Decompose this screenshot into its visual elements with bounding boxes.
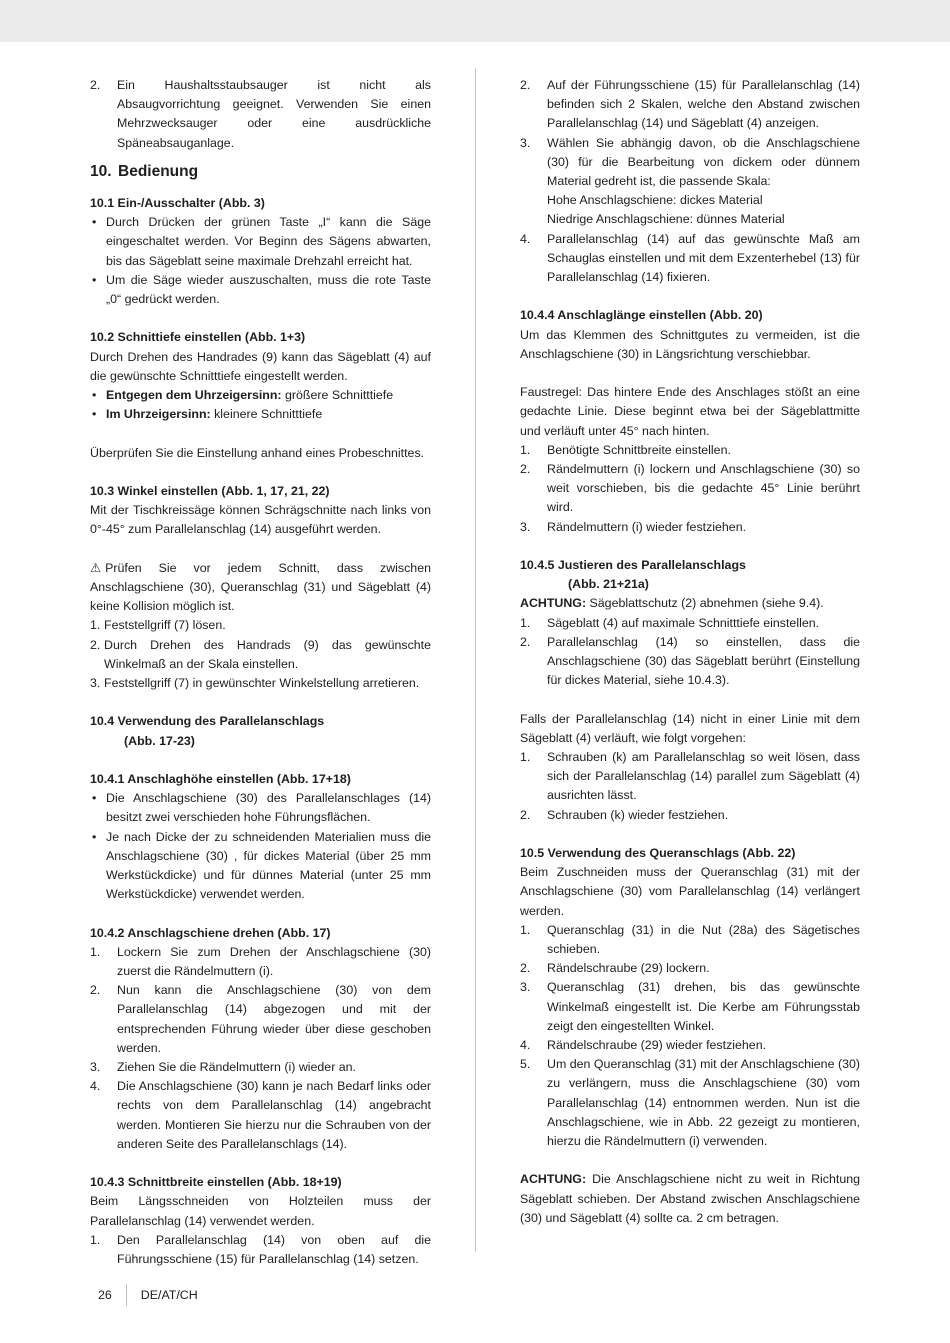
attention-note: ACHTUNG: Sägeblattschutz (2) abnehmen (siehe 9.4). (520, 596, 824, 611)
list-item: 3. Rändelmuttern (i) wieder festziehen. (520, 519, 747, 534)
heading-10-4-5-ref: (Abb. 21+21a) (568, 577, 649, 592)
list-item: 4. Rändelschraube (29) wieder festziehen. (520, 1038, 767, 1053)
heading-10-4-2: 10.4.2 Anschlagschiene drehen (Abb. 17) (90, 925, 331, 940)
paragraph: Beim Zuschneiden muss der Queranschlag (31) mit der Anschlagschiene (30) vom Parallelanschlag (14) verlängert werden. (520, 865, 860, 918)
paragraph: Überprüfen Sie die Einstellung anhand eines Probeschnittes. (90, 445, 425, 460)
paragraph: Falls der Parallelanschlag (14) nicht in einer Linie mit dem Sägeblatt (4) verläuft, wie folgt vorgehen: (520, 711, 860, 745)
list-item: 1. Sägeblatt (4) auf maximale Schnitttiefe einstellen. (520, 615, 820, 630)
heading-10-5: 10.5 Verwendung des Queranschlags (Abb. 22) (520, 846, 796, 861)
list-item: 5. Um den Queranschlag (31) mit der Anschlagschiene (30) zu verlängern, muss die Anschlagschiene (30) vom Parallelanschlag (14) entnommen werden. Nun ist die Anschlagschiene, wie in Abb. 22 gezeigt zu montieren, hierzu die Rändelmuttern (i) verwenden. (520, 1057, 860, 1149)
bullet-item: • Die Anschlagschiene (30) des Parallelanschlages (14) besitzt zwei verschieden hohe Führungsflächen. (92, 791, 431, 825)
paragraph: Durch Drehen des Handrades (9) kann das Sägeblatt (4) auf die gewünschte Schnitttiefe eingestellt werden. (90, 349, 431, 383)
list-item: 1. Feststellgriff (7) lösen. (90, 618, 226, 633)
list-item: 1. Lockern Sie zum Drehen der Anschlagschiene (30) zuerst die Rändelmuttern (i). (90, 944, 431, 979)
paragraph: Beim Längsschneiden von Holzteilen muss der Parallelanschlag (14) verwendet werden. (90, 1194, 431, 1228)
list-item: 2. Auf der Führungsschiene (15) für Parallelanschlag (14) befinden sich 2 Skalen, welche den Abstand zwischen Parallelanschlag (14) und Sägeblatt (4) anzeigen. (520, 78, 860, 131)
bullet-item: • Im Uhrzeigersinn: kleinere Schnitttiefe (92, 407, 323, 422)
list-item: 3. Ziehen Sie die Rändelmuttern (i) wieder an. (90, 1060, 356, 1075)
region-label: DE/AT/CH (140, 1288, 198, 1302)
list-item: 2. Nun kann die Anschlagschiene (30) von dem Parallelanschlag (14) abgezogen und mit der entsprechenden Führung wieder über diese geschoben werden. (90, 983, 431, 1055)
warning-icon: ⚠ (90, 560, 102, 575)
list-item: 1. Benötigte Schnittbreite einstellen. (520, 442, 731, 457)
heading-10-4-4: 10.4.4 Anschlaglänge einstellen (Abb. 20) (520, 308, 763, 323)
list-item: 2. Parallelanschlag (14) so einstellen, dass die Anschlagschiene (30) das Sägeblatt berührt (Einstellung für dickes Material, siehe 10.4.3). (520, 634, 860, 688)
page-footer (98, 1284, 198, 1306)
bullet-item: • Je nach Dicke der zu schneidenden Materialien muss die Anschlagschiene (30) , für dickes Material (über 25 mm Werkstückdicke) und für dünnes Material (unter 25 mm Werkstückdicke) verwendet werden. (92, 829, 431, 902)
section-heading-10: 10. Bedienung (90, 162, 199, 180)
paragraph: Um das Klemmen des Schnittgutes zu vermeiden, ist die Anschlagschiene (30) in Längsrichtung verschiebbar. (520, 327, 860, 361)
column-divider (475, 68, 476, 1252)
heading-10-2: 10.2 Schnittiefe einstellen (Abb. 1+3) (90, 330, 306, 345)
paragraph: Faustregel: Das hintere Ende des Anschlages stößt an eine gedachte Linie. Diese beginnt etwa bei der Sägeblattmitte und verläuft unter 45° nach hinten. (520, 385, 860, 438)
footer-divider (126, 1284, 127, 1306)
left-column (90, 76, 431, 1269)
heading-10-4: 10.4 Verwendung des Parallelanschlags (90, 714, 325, 729)
list-item: 1. Schrauben (k) am Parallelanschlag so weit lösen, dass sich der Parallelanschlag (14) parallel zum Sägeblatt (4) ausrichten lässt. (520, 750, 860, 803)
list-item: 2. Schrauben (k) wieder festziehen. (520, 807, 729, 822)
bullet-item: • Um die Säge wieder auszuschalten, muss die rote Taste „0“ gedrückt werden. (92, 272, 431, 307)
right-column (520, 76, 860, 1228)
list-item: 4. Die Anschlagschiene (30) kann je nach Bedarf links oder rechts von dem Parallelanschlag (14) angebracht werden. Montieren Sie hierzu nur die Schrauben von der anderen Seite des Parallelanschlags (14). (90, 1079, 431, 1151)
list-item: 2. Rändelschraube (29) lockern. (520, 961, 710, 976)
list-item: 2. Rändelmuttern (i) lockern und Anschlagschiene (30) so weit vorschieben, bis die gedachte 45° Linie berührt wird. (520, 462, 860, 515)
attention-note: ACHTUNG: Die Anschlagschiene nicht zu weit in Richtung Sägeblatt schieben. Der Abstand zwischen Anschlagschiene (30) und Sägeblatt (4) sollte ca. 2 cm betragen. (520, 1172, 860, 1225)
list-item: 2. Ein Haushaltsstaubsauger ist nicht als Absaugvorrichtung geeignet. Verwenden Sie einen Mehrzwecksauger oder eine ausdrückliche Späneabsauganlage. (90, 78, 431, 150)
list-item: 1. Queranschlag (31) in die Nut (28a) des Sägetisches schieben. (520, 922, 860, 957)
bullet-item: • Entgegen dem Uhrzeigersinn: größere Schnitttiefe (92, 388, 394, 403)
top-bar (0, 0, 950, 42)
heading-10-1: 10.1 Ein-/Ausschalter (Abb. 3) (90, 196, 265, 211)
page-number: 26 (98, 1288, 112, 1302)
warning-paragraph: ⚠ Prüfen Sie vor jedem Schnitt, dass zwischen Anschlagschiene (30), Queranschlag (31) und Sägeblatt (4) keine Kollision möglich ist. (90, 560, 431, 614)
list-item: 2. Durch Drehen des Handrads (9) das gewünschte Winkelmaß an der Skala einstellen. (90, 637, 431, 671)
heading-10-4-3: 10.4.3 Schnittbreite einstellen (Abb. 18+19) (90, 1175, 342, 1190)
heading-10-4-ref: (Abb. 17-23) (124, 733, 195, 748)
list-item: 3. Wählen Sie abhängig davon, ob die Anschlagschiene (30) für die Bearbeitung von dickem oder dünnem Material gedreht ist, die passende Skala: Hohe Anschlagschiene: dickes Material Niedrige Anschlagschiene: dünnes Material (520, 135, 860, 227)
bullet-item: • Durch Drücken der grünen Taste „I“ kann die Säge eingeschaltet werden. Vor Beginn des Sägens abwarten, bis das Sägeblatt seine maximale Drehzahl erreicht hat. (92, 215, 431, 268)
heading-10-4-5: 10.4.5 Justieren des Parallelanschlags (520, 558, 746, 573)
paragraph: Mit der Tischkreissäge können Schrägschnitte nach links von 0°-45° zum Parallelanschlag (14) ausgeführt werden. (90, 503, 431, 537)
list-item: 3. Queranschlag (31) drehen, bis das gewünschte Winkelmaß eingestellt ist. Die Kerbe am Führungsstab zeigt den eingestellten Winkel. (520, 980, 860, 1033)
list-item: 1. Den Parallelanschlag (14) von oben auf die Führungsschiene (15) für Parallelanschlag (14) setzen. (90, 1232, 431, 1267)
list-item: 4. Parallelanschlag (14) auf das gewünschte Maß am Schauglas einstellen und mit dem Exzenterhebel (13) für Parallelanschlag (14) fixieren. (520, 231, 860, 285)
heading-10-4-1: 10.4.1 Anschlaghöhe einstellen (Abb. 17+18) (90, 772, 351, 787)
heading-10-3: 10.3 Winkel einstellen (Abb. 1, 17, 21, 22) (90, 484, 330, 499)
list-item: 3. Feststellgriff (7) in gewünschter Winkelstellung arretieren. (90, 676, 420, 691)
